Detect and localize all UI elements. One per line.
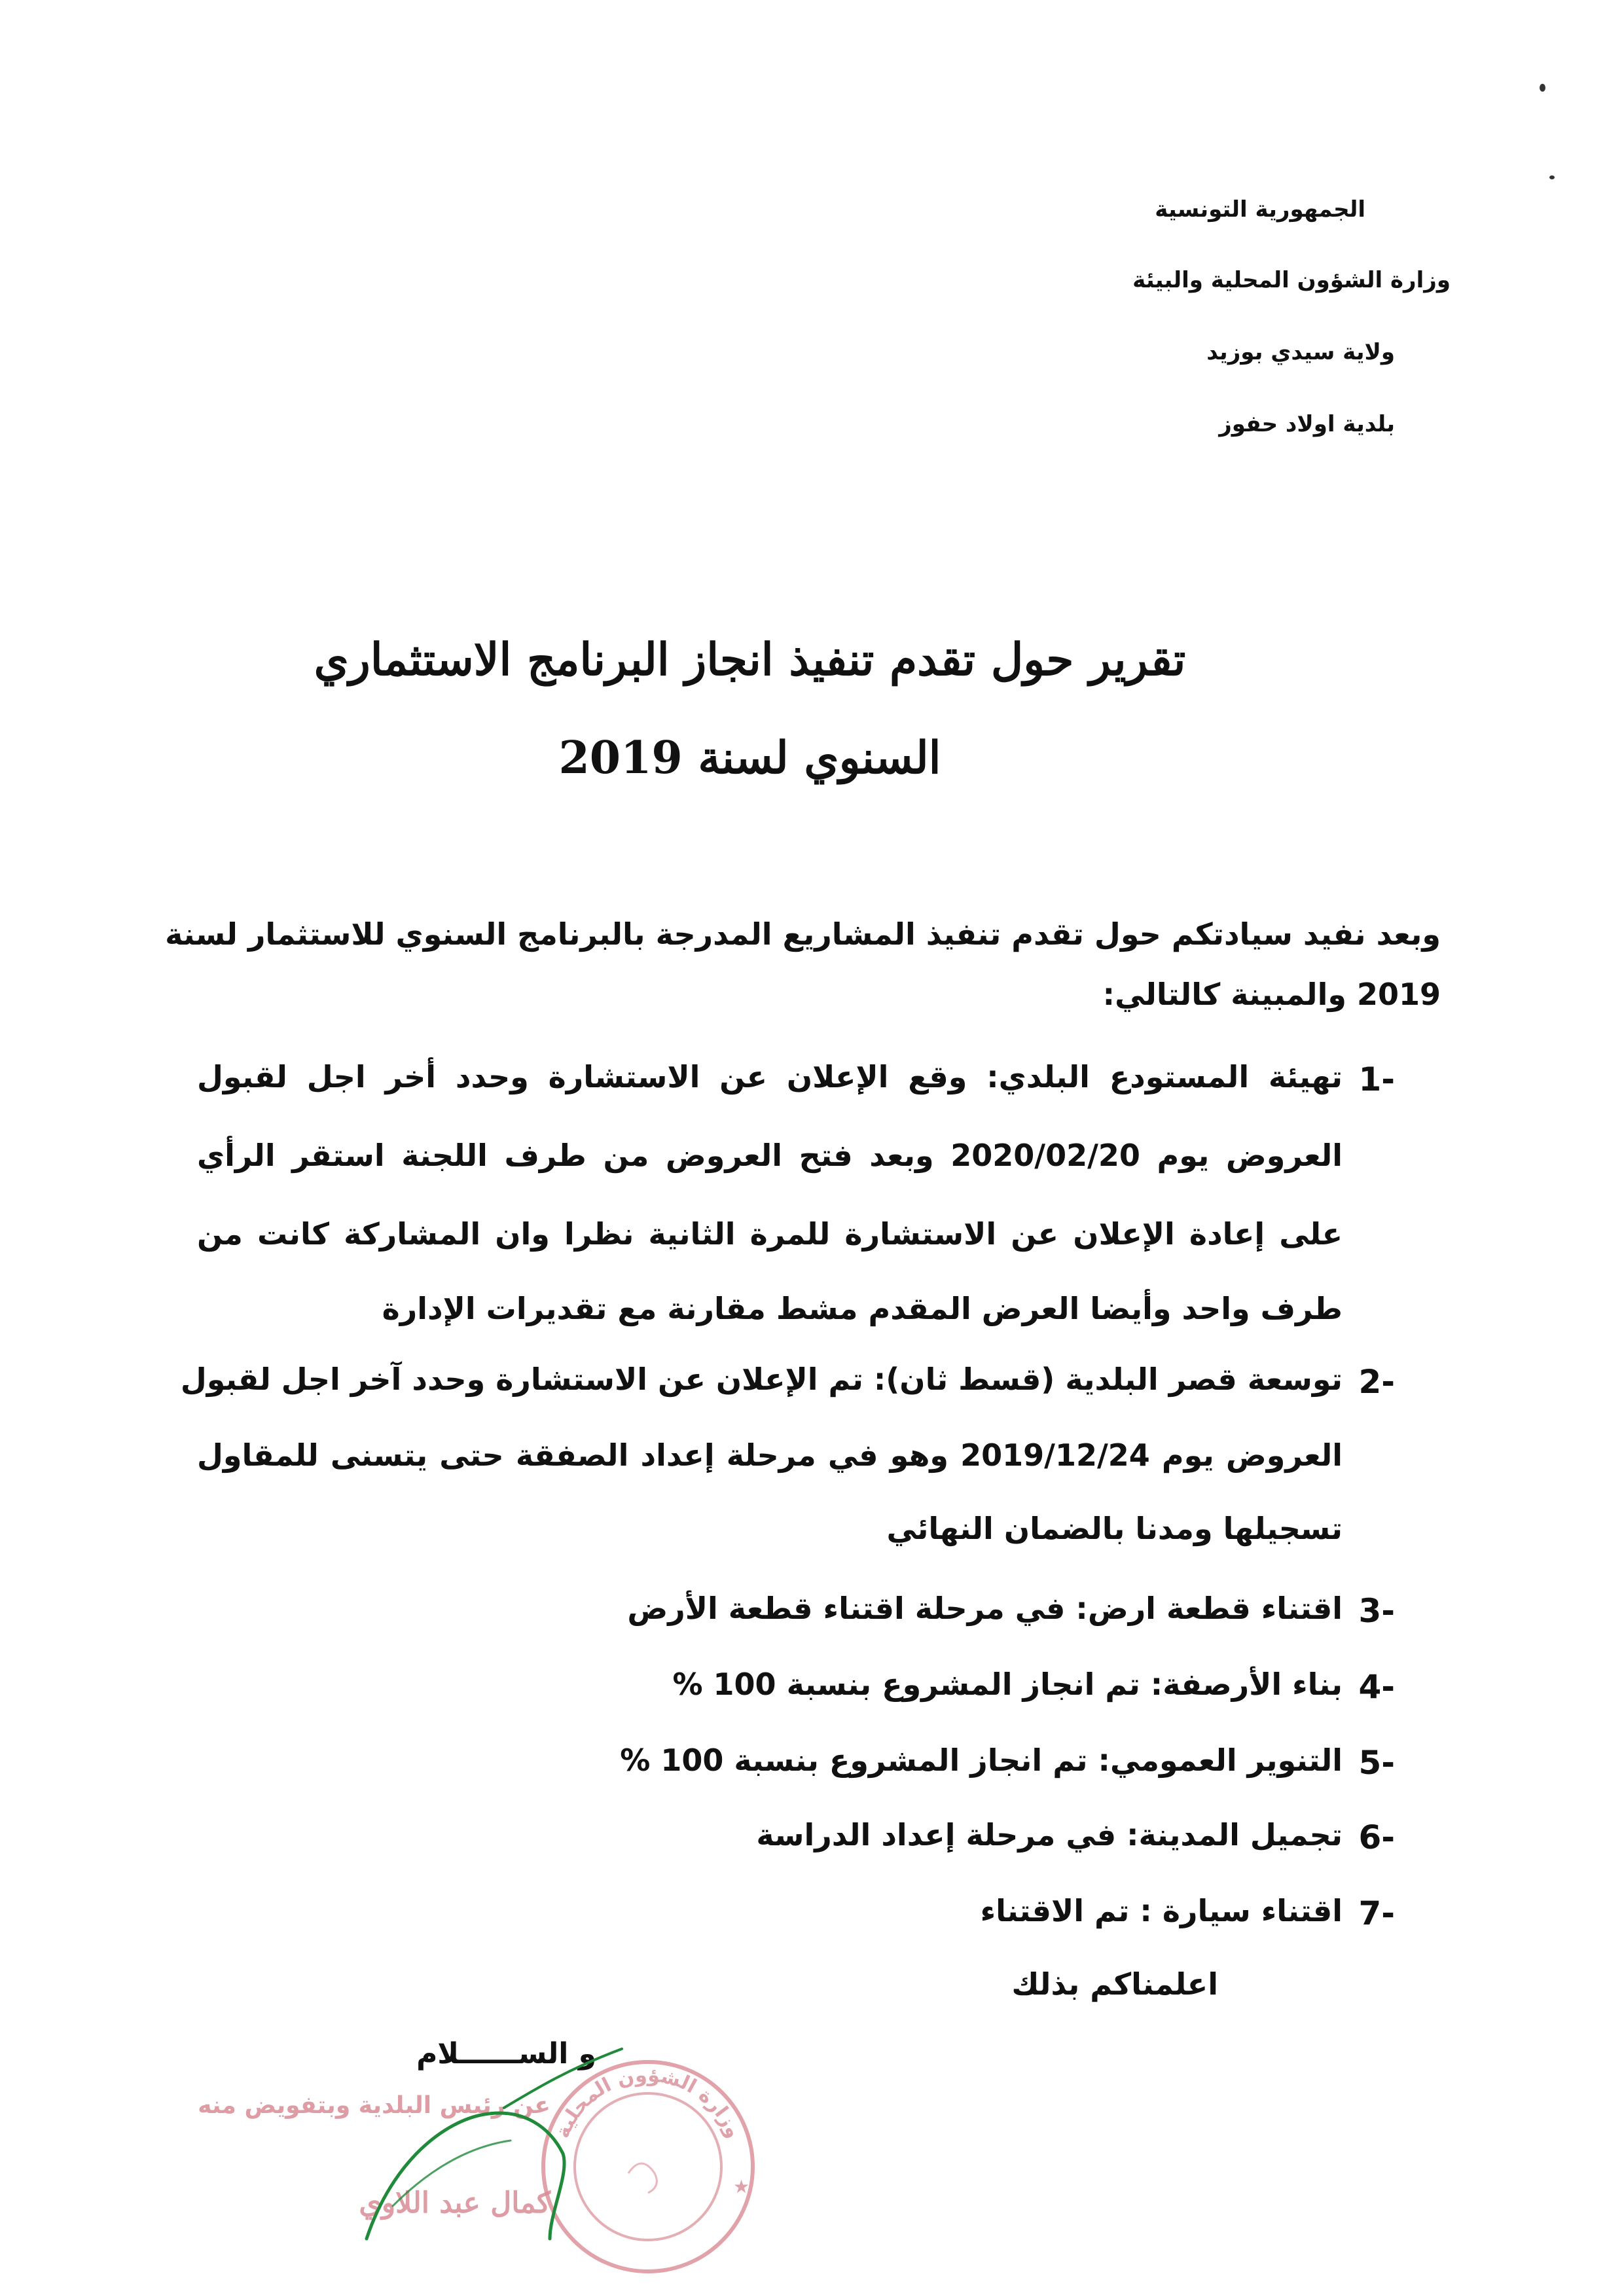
item-number: 5-: [1358, 1744, 1395, 1782]
header-republic: الجمهورية التونسية: [1155, 196, 1365, 223]
signature-name: كمال عبد اللاوي: [359, 2186, 550, 2220]
item-3-text: اقتناء قطعة ارض: في مرحلة اقتناء قطعة الأرض: [627, 1591, 1343, 1626]
item-number: 6-: [1358, 1818, 1395, 1856]
stamp-arc-text: وزارة الشؤون المحلية: [550, 2063, 746, 2142]
header-governorate: ولاية سيدي بوزيد: [1206, 339, 1395, 365]
item-number: 1-: [1358, 1060, 1395, 1098]
item-1-line4: طرف واحد وأيضا العرض المقدم مشط مقارنة مع تقديرات الإدارة: [382, 1291, 1343, 1326]
item-1-line2: العروض يوم 2020/02/20 وبعد فتح العروض من طرف اللجنة استقر الرأي: [197, 1138, 1343, 1173]
item-2-line1: توسعة قصر البلدية (قسط ثان): تم الإعلان عن الاستشارة وحدد آخر اجل لقبول: [180, 1362, 1343, 1397]
item-2-line3: تسجيلها ومدنا بالضمان النهائي: [886, 1511, 1343, 1546]
signature-stroke: [353, 2042, 628, 2258]
svg-text:★: ★: [733, 2176, 750, 2197]
scan-speck: [1549, 175, 1555, 179]
item-number: 3-: [1358, 1592, 1395, 1630]
item-7-text: اقتناء سيارة : تم الاقتناء: [980, 1893, 1343, 1928]
item-number: 4-: [1358, 1668, 1395, 1706]
item-number: 2-: [1358, 1363, 1395, 1401]
signature-mandate: عن رئيس البلدية وبتفويض منه: [198, 2092, 550, 2119]
item-number: 7-: [1358, 1894, 1395, 1932]
item-6-text: تجميل المدينة: في مرحلة إعداد الدراسة: [756, 1817, 1343, 1852]
item-5-text: التنوير العمومي: تم انجاز المشروع بنسبة 100 %: [620, 1743, 1343, 1778]
closing-inform: اعلمناكم بذلك: [1011, 1966, 1218, 2002]
report-title-line1: تقرير حول تقدم تنفيذ انجاز البرنامج الاستثماري: [314, 634, 1186, 686]
report-title-line2: السنوي لسنة 2019: [558, 732, 941, 784]
intro-line1: وبعد نفيد سيادتكم حول تقدم تنفيذ المشاريع المدرجة بالبرنامج السنوي للاستثمار لسنة: [165, 916, 1441, 952]
header-ministry: وزارة الشؤون المحلية والبيئة: [1132, 267, 1451, 293]
closing-salutation: و الســــــلام: [416, 2037, 596, 2070]
scan-speck: [1540, 84, 1545, 92]
item-1-line3: على إعادة الإعلان عن الاستشارة للمرة الثانية نظرا وان المشاركة كانت من: [197, 1216, 1343, 1252]
header-municipality: بلدية اولاد حفوز: [1219, 411, 1395, 437]
item-4-text: بناء الأرصفة: تم انجاز المشروع بنسبة 100 %: [672, 1667, 1343, 1702]
item-2-line2: العروض يوم 2019/12/24 وهو في مرحلة إعداد الصفقة حتى يتسنى للمقاول: [197, 1437, 1343, 1473]
intro-line2: 2019 والمبينة كالتالي:: [1102, 977, 1441, 1012]
item-1-line1: تهيئة المستودع البلدي: وقع الإعلان عن الاستشارة وحدد أخر اجل لقبول: [197, 1059, 1343, 1094]
